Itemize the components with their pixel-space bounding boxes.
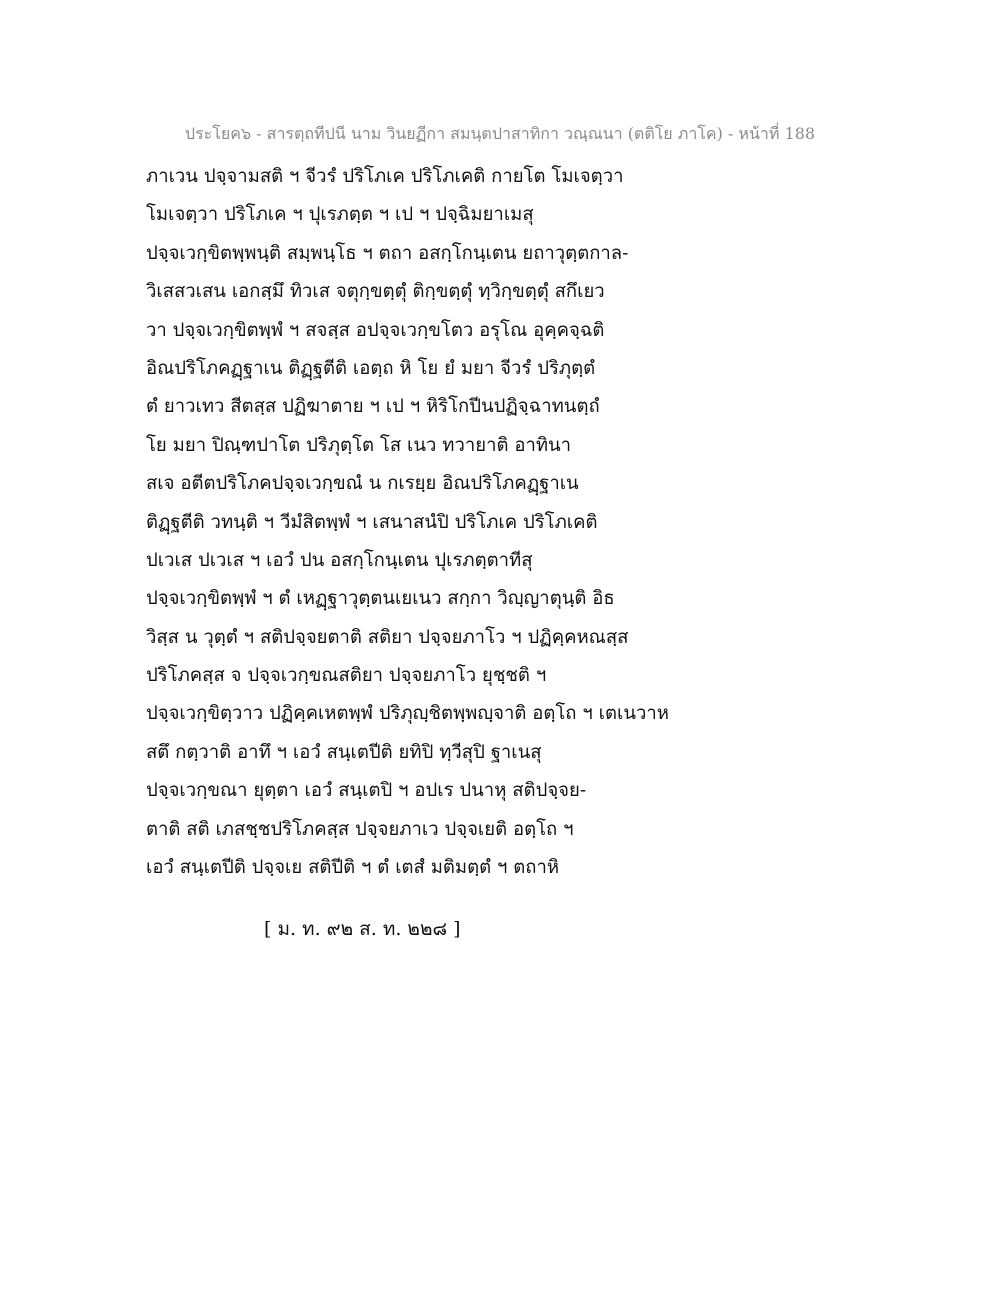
text-line: อิณปริโภคฏฺฐาเน ติฏฺฐตีติ เอตฺถ หิ โย ยํ มยา จีวรํ ปริภุตฺตํ (146, 357, 596, 379)
text-line: โย มยา ปิณฺฑปาโต ปริภุตฺโต โส เนว ทวายาติ อาทินา (146, 434, 572, 456)
text-line: วิสฺส น วุตฺตํ ฯ สติปจฺจยตาติ สติยา ปจฺจยภาโว ฯ ปฏิคฺคหณสฺส (146, 626, 629, 648)
page-header: ประโยค๖ - สารตฺถทีปนี นาม วินยฏีกา สมนฺตปาสาทิกา วณฺณนา (ตติโย ภาโค) - หน้าที่ 188 (184, 124, 816, 143)
text-line: ปจฺจเวกฺขิตพฺพํ ฯ ตํ เหฏฺฐาวุตฺตนเยเนว สกฺกา วิญฺญาตุนฺติ อิธ (146, 588, 615, 610)
text-line: ตาติ สติ เภสชฺชปริโภคสฺส ปจฺจยภาเว ปจฺจเยติ อตฺโถ ฯ (146, 818, 574, 840)
text-line: ปจฺจเวกฺขณา ยุตฺตา เอวํ สนฺเตปิ ฯ อปเร ปนาหุ สติปจฺจย- (146, 780, 587, 802)
text-line: ตํ ยาวเทว สีตสฺส ปฏิฆาตาย ฯ เป ฯ หิริโกปีนปฏิจฺฉาทนตฺถํ (146, 396, 600, 418)
text-line: สตึ กตฺวาติ อาทึ ฯ เอวํ สนฺเตปีติ ยทิปิ ทฺวีสุปิ ฐาเนสุ (146, 741, 542, 763)
text-line: สเจ อตีตปริโภคปจฺจเวกฺขณํ น กเรยฺย อิณปริโภคฏฺฐาเน (146, 473, 579, 495)
body-text (146, 158, 706, 887)
text-line: วา ปจฺจเวกฺขิตพฺพํ ฯ สจสฺส อปจฺจเวกฺขโตว อรุโณ อุคฺคจฺฉติ (146, 319, 605, 341)
text-line: ภาเวน ปจฺจามสติ ฯ จีวรํ ปริโภเค ปริโภเคติ กายโต โมเจตฺวา (146, 166, 624, 187)
text-line: โมเจตฺวา ปริโภเค ฯ ปุเรภตฺต ฯ เป ฯ ปจฺฉิมยาเมสุ (146, 204, 534, 226)
text-line: ปเวเส ปเวเส ฯ เอวํ ปน อสกฺโกนฺเตน ปุเรภตฺตาทีสุ (146, 549, 533, 571)
text-line: ปริโภคสฺส จ ปจฺจเวกฺขณสติยา ปจฺจยภาโว ยุชฺชติ ฯ (146, 665, 547, 687)
text-line: ปจฺจเวกฺขิตพฺพนฺติ สมฺพนฺโธ ฯ ตถา อสกฺโกนฺเตน ยถาวุตฺตกาล- (146, 242, 629, 264)
text-line: ติฏฺฐตีติ วทนฺติ ฯ วีมํสิตพฺพํ ฯ เสนาสนํปิ ปริโภเค ปริโภเคติ (146, 511, 598, 533)
text-line: ปจฺจเวกฺขิตฺวาว ปฏิคฺคเหตพฺพํ ปริภุญฺชิตพฺพญฺจาติ อตฺโถ ฯ เตเนวาห (146, 703, 669, 725)
text-line: เอวํ สนฺเตปีติ ปจฺจเย สติปีติ ฯ ตํ เตสํ มติมตฺตํ ฯ ตถาหิ (146, 857, 560, 879)
reference-citation: [ ม. ท. ๙๒ ส. ท. ๒๒๘ ] (264, 918, 461, 940)
text-line: วิเสสวเสน เอกสฺมึ ทิวเส จตุกฺขตฺตุํ ติกฺขตฺตุํ ทฺวิกฺขตฺตุํ สกึเยว (146, 281, 605, 303)
